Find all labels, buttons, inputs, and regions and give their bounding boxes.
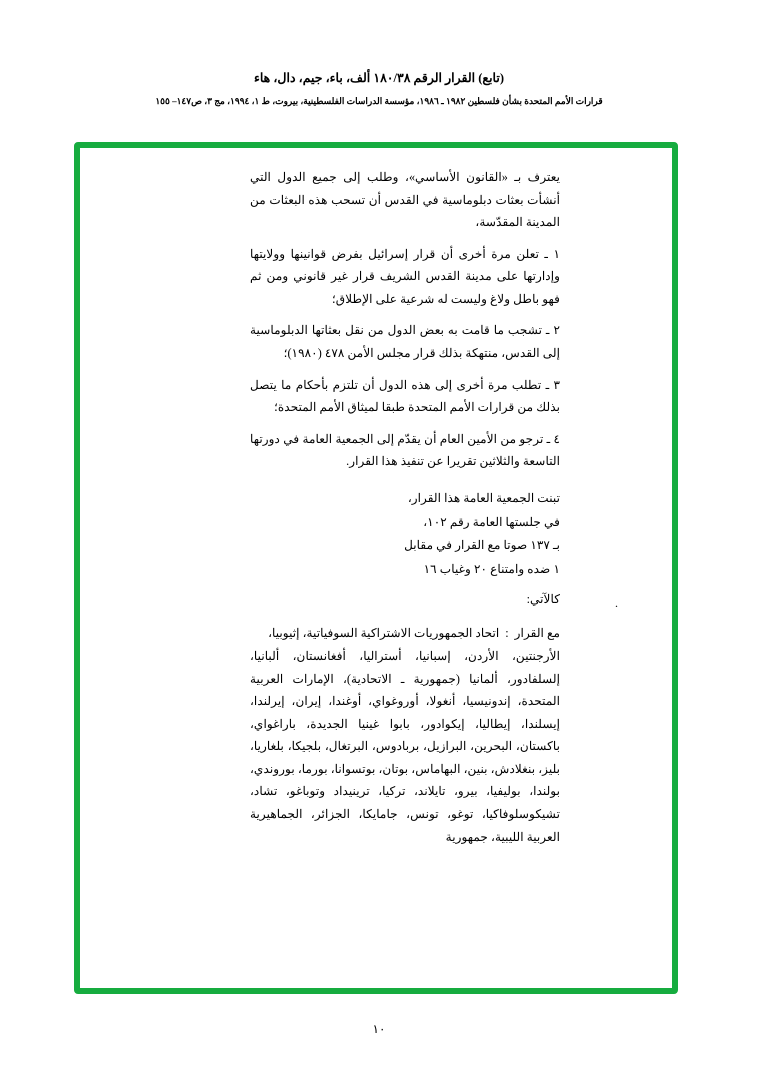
clause-4: ٤ ـ ترجو من الأمين العام أن يقدّم إلى الجمعية العامة في دورتها التاسعة والثلاثين تقريرا عن تنفيذ هذا القرار. [250, 431, 560, 469]
kalati-text: كالآتي: [526, 591, 560, 606]
vote-line-3: بـ ١٣٧ صوتا مع القرار في مقابل [404, 538, 560, 553]
clause-1: ١ ـ تعلن مرة أخرى أن قرار إسرائيل بفرض قوانينها وولايتها وإدارتها على مدينة القدس الشريف قرار غير قانوني ومن ثم فهو باطل ولاغ وليست له شرعية على الإطلاق؛ [250, 246, 560, 306]
votes-in-favour-row [250, 622, 560, 645]
vote-result-block [250, 487, 560, 582]
clause-2: ٢ ـ تشجب ما قامت به بعض الدول من نقل بعثاتها الدبلوماسية إلى القدس، منتهكة بذلك قرار مجلس الأمن ٤٧٨ (١٩٨٠)؛ [250, 323, 560, 360]
countries-list: الأرجنتين، الأردن، إسبانيا، أستراليا، أفغانستان، ألبانيا، إلسلفادور، ألمانيا (جمهورية ـ الاتحادية)، الإمارات العربية المتحدة، إندونيسيا، أنغولا، أوروغواي، أوغندا، إيران، إيرلندا، إيسلندا، إيطاليا، إيكوادور، بابوا غينيا الجديدة، باراغواي، باكستان، البحرين، البرازيل، بربادوس، البرتغال، بلجيكا، بلغاريا، بليز، بنغلادش، بنين، البهاماس، بوتان، بوتسوانا، بورما، بوروندي، بولندا، بوليفيا، بيرو، تايلاند، تركيا، ترينيداد وتوباغو، تشاد، تشيكوسلوفاكيا، توغو، تونس، جامايكا، الجزائر، الجماهيرية العربية الليبية، جمهورية [250, 649, 560, 844]
green-content-frame [74, 142, 678, 994]
document-body [250, 166, 618, 848]
vote-line-2: في جلستها العامة رقم ١٠٢، [423, 514, 560, 529]
countries-first-line: اتحاد الجمهوريات الاشتراكية السوفياتية، إثيوبيا، [268, 626, 500, 641]
stray-dot: . [615, 595, 618, 610]
vote-line-1: تبنت الجمعية العامة هذا القرار، [407, 490, 560, 505]
clause-3: ٣ ـ تطلب مرة أخرى إلى هذه الدول أن تلتزم بأحكام ما يتصل بذلك من قرارات الأمم المتحدة طبقا لميثاق الأمم المتحدة؛ [250, 377, 560, 415]
intro-paragraph: يعترف بـ «القانون الأساسي»، وطلب إلى جميع الدول التي أنشأت بعثات دبلوماسية في القدس أن تسحب هذه البعثات من المدينة المقدّسة، [250, 170, 560, 230]
source-citation: قرارات الأمم المتحدة بشأن فلسطين ١٩٨٢ ـ ١٩٨٦، مؤسسة الدراسات الفلسطينية، بيروت، ط ١، ١٩٩٤، مج ٣، ص١٤٧– ١٥٥ [155, 95, 603, 106]
kalati-heading [250, 588, 618, 611]
page-number: ١٠ [372, 1022, 386, 1036]
vote-line-4: ١ ضده وامتناع ٢٠ وغياب ١٦ [423, 562, 560, 577]
votes-in-favour-label: مع القرار [514, 626, 560, 641]
votes-in-favour-block [250, 622, 560, 848]
page-title: (تابع) القرار الرقم ١٨٠/٣٨ ألف، باء، جيم، دال، هاء [253, 71, 505, 85]
document-header [0, 70, 758, 107]
votes-colon: : [505, 626, 509, 641]
